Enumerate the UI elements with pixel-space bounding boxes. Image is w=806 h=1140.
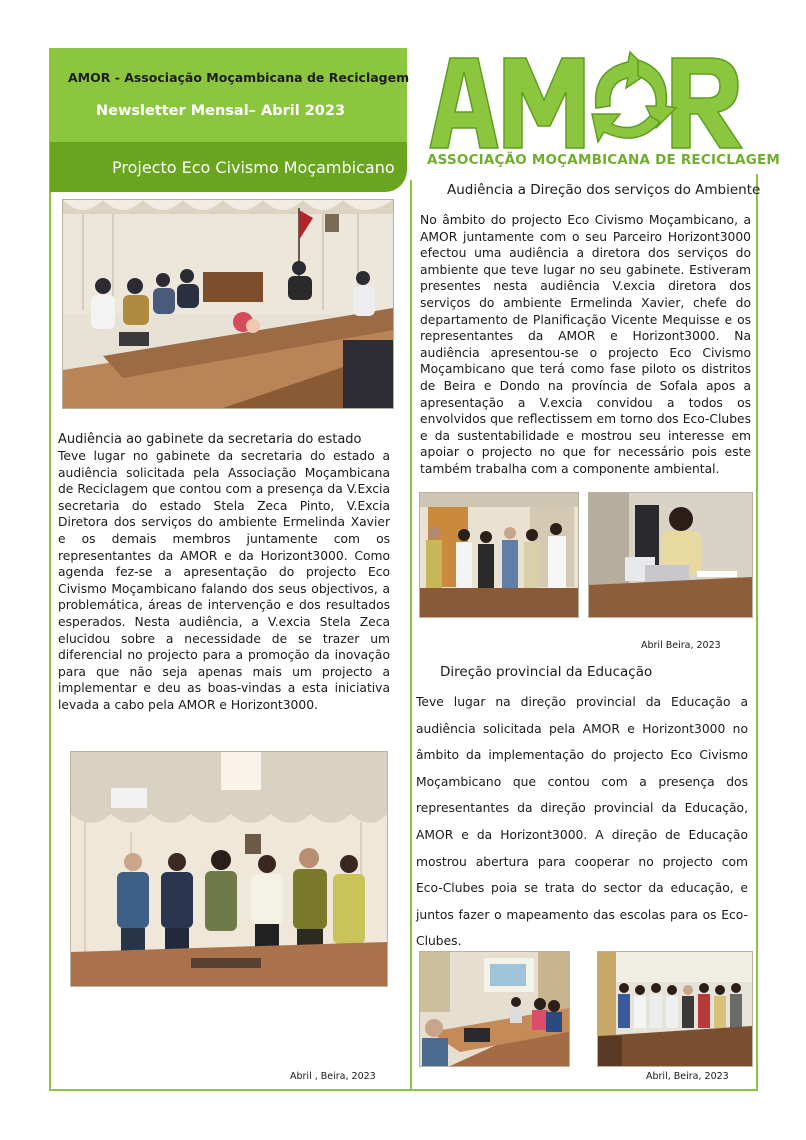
photo-group-secretaria xyxy=(70,751,388,987)
recycle-arrows-icon xyxy=(592,52,676,142)
frame-center-divider xyxy=(410,180,412,1090)
header-org-name: AMOR - Associação Moçambicana de Reciclagem xyxy=(68,70,410,85)
secretaria-section-title: Audiência ao gabinete da secretaria do estado xyxy=(58,432,362,447)
left-photo-caption: Abril , Beira, 2023 xyxy=(290,1071,376,1082)
project-title: Projecto Eco Civismo Moçambicano xyxy=(112,158,395,177)
ambiente-section-title: Audiência a Direção dos serviços do Ambiente xyxy=(447,182,761,198)
photo-ambiente-director xyxy=(588,492,753,618)
educacao-photos-caption: Abril, Beira, 2023 xyxy=(646,1071,729,1082)
photo-educacao-meeting xyxy=(419,951,570,1067)
ambiente-photos-caption: Abril Beira, 2023 xyxy=(641,640,721,651)
logo-subtitle: ASSOCIAÇÃO MOÇAMBICANA DE RECICLAGEM xyxy=(427,152,781,168)
frame-left-border xyxy=(49,48,51,1091)
frame-right-border xyxy=(756,174,758,1091)
header-banner xyxy=(50,48,410,142)
photo-educacao-group xyxy=(597,951,753,1067)
educacao-section-title: Direção provincial da Educação xyxy=(440,664,653,680)
amor-logo xyxy=(424,48,746,158)
ambiente-section-body: No âmbito do projecto Eco Civismo Moçambicano, a AMOR juntamente com o seu Parceiro Horizont3000 efectou uma audiência a diretora dos serviços do ambiente que teve lugar no seu gabinete. Estiveram presentes nesta audiência V.excia diretora dos serviços do ambiente Ermelinda Xavier, chefe do departamento de Planificação Vicente Mequisse e os representantes da AMOR e Horizont3000. Na audiência apresentou-se o projecto Eco Civismo Moçambicano que terá como fase piloto os distritos de Beira e Dondo na província de Sofala apos a apresentação a V.excia convidou a todos os envolvidos que reflectissem em torno dos Eco-Clubes e da sustentabilidade e mostrou seu interesse em apoiar o projecto no que for necessário pois este também trabalha com a componente ambiental. xyxy=(420,213,751,476)
newsletter-title: Newsletter Mensal– Abril 2023 xyxy=(96,103,346,119)
photo-ambiente-group xyxy=(419,492,579,618)
frame-bottom-border xyxy=(49,1089,758,1091)
educacao-section-body: Teve lugar na direção provincial da Educação a audiência solicitada pela AMOR e Horizont3000 no âmbito da implementação do projecto Eco Civismo Moçambicano que contou com a presença dos representantes da direção provincial da Educação, AMOR e da Horizont3000. A direção de Educação mostrou abertura para cooperar no projecto com Eco-Clubes poia se trata do sector da educação, e juntos fazer o mapeamento das escolas para os Eco-Clubes. xyxy=(416,695,748,949)
photo-secretaria-meeting xyxy=(62,199,394,409)
secretaria-section-body: Teve lugar no gabinete da secretaria do estado a audiência solicitada pela Associação Moçambicana de Reciclagem que contou com a presença da V.Excia secretaria do estado Stela Zeca Pinto, V.Excia Diretora dos serviços do ambiente Ermelinda Xavier e os demais membros juntamente com os representantes da AMOR e da Horizont3000. Como agenda fez-se a apresentação do projecto Eco Civismo Moçambicano falando dos seus objectivos, a problemática, áreas de intervenção e dos resultados esperados. Nesta audiência, a V.excia Stela Zeca elucidou sobre a necessidade de se trazer um diferencial no projecto para a promoção da inovação para que não seja apenas mais um projecto a implementar e deu as boas-vindas a esta iniciativa levada a cabo pela AMOR e Horizont3000. xyxy=(58,449,390,712)
